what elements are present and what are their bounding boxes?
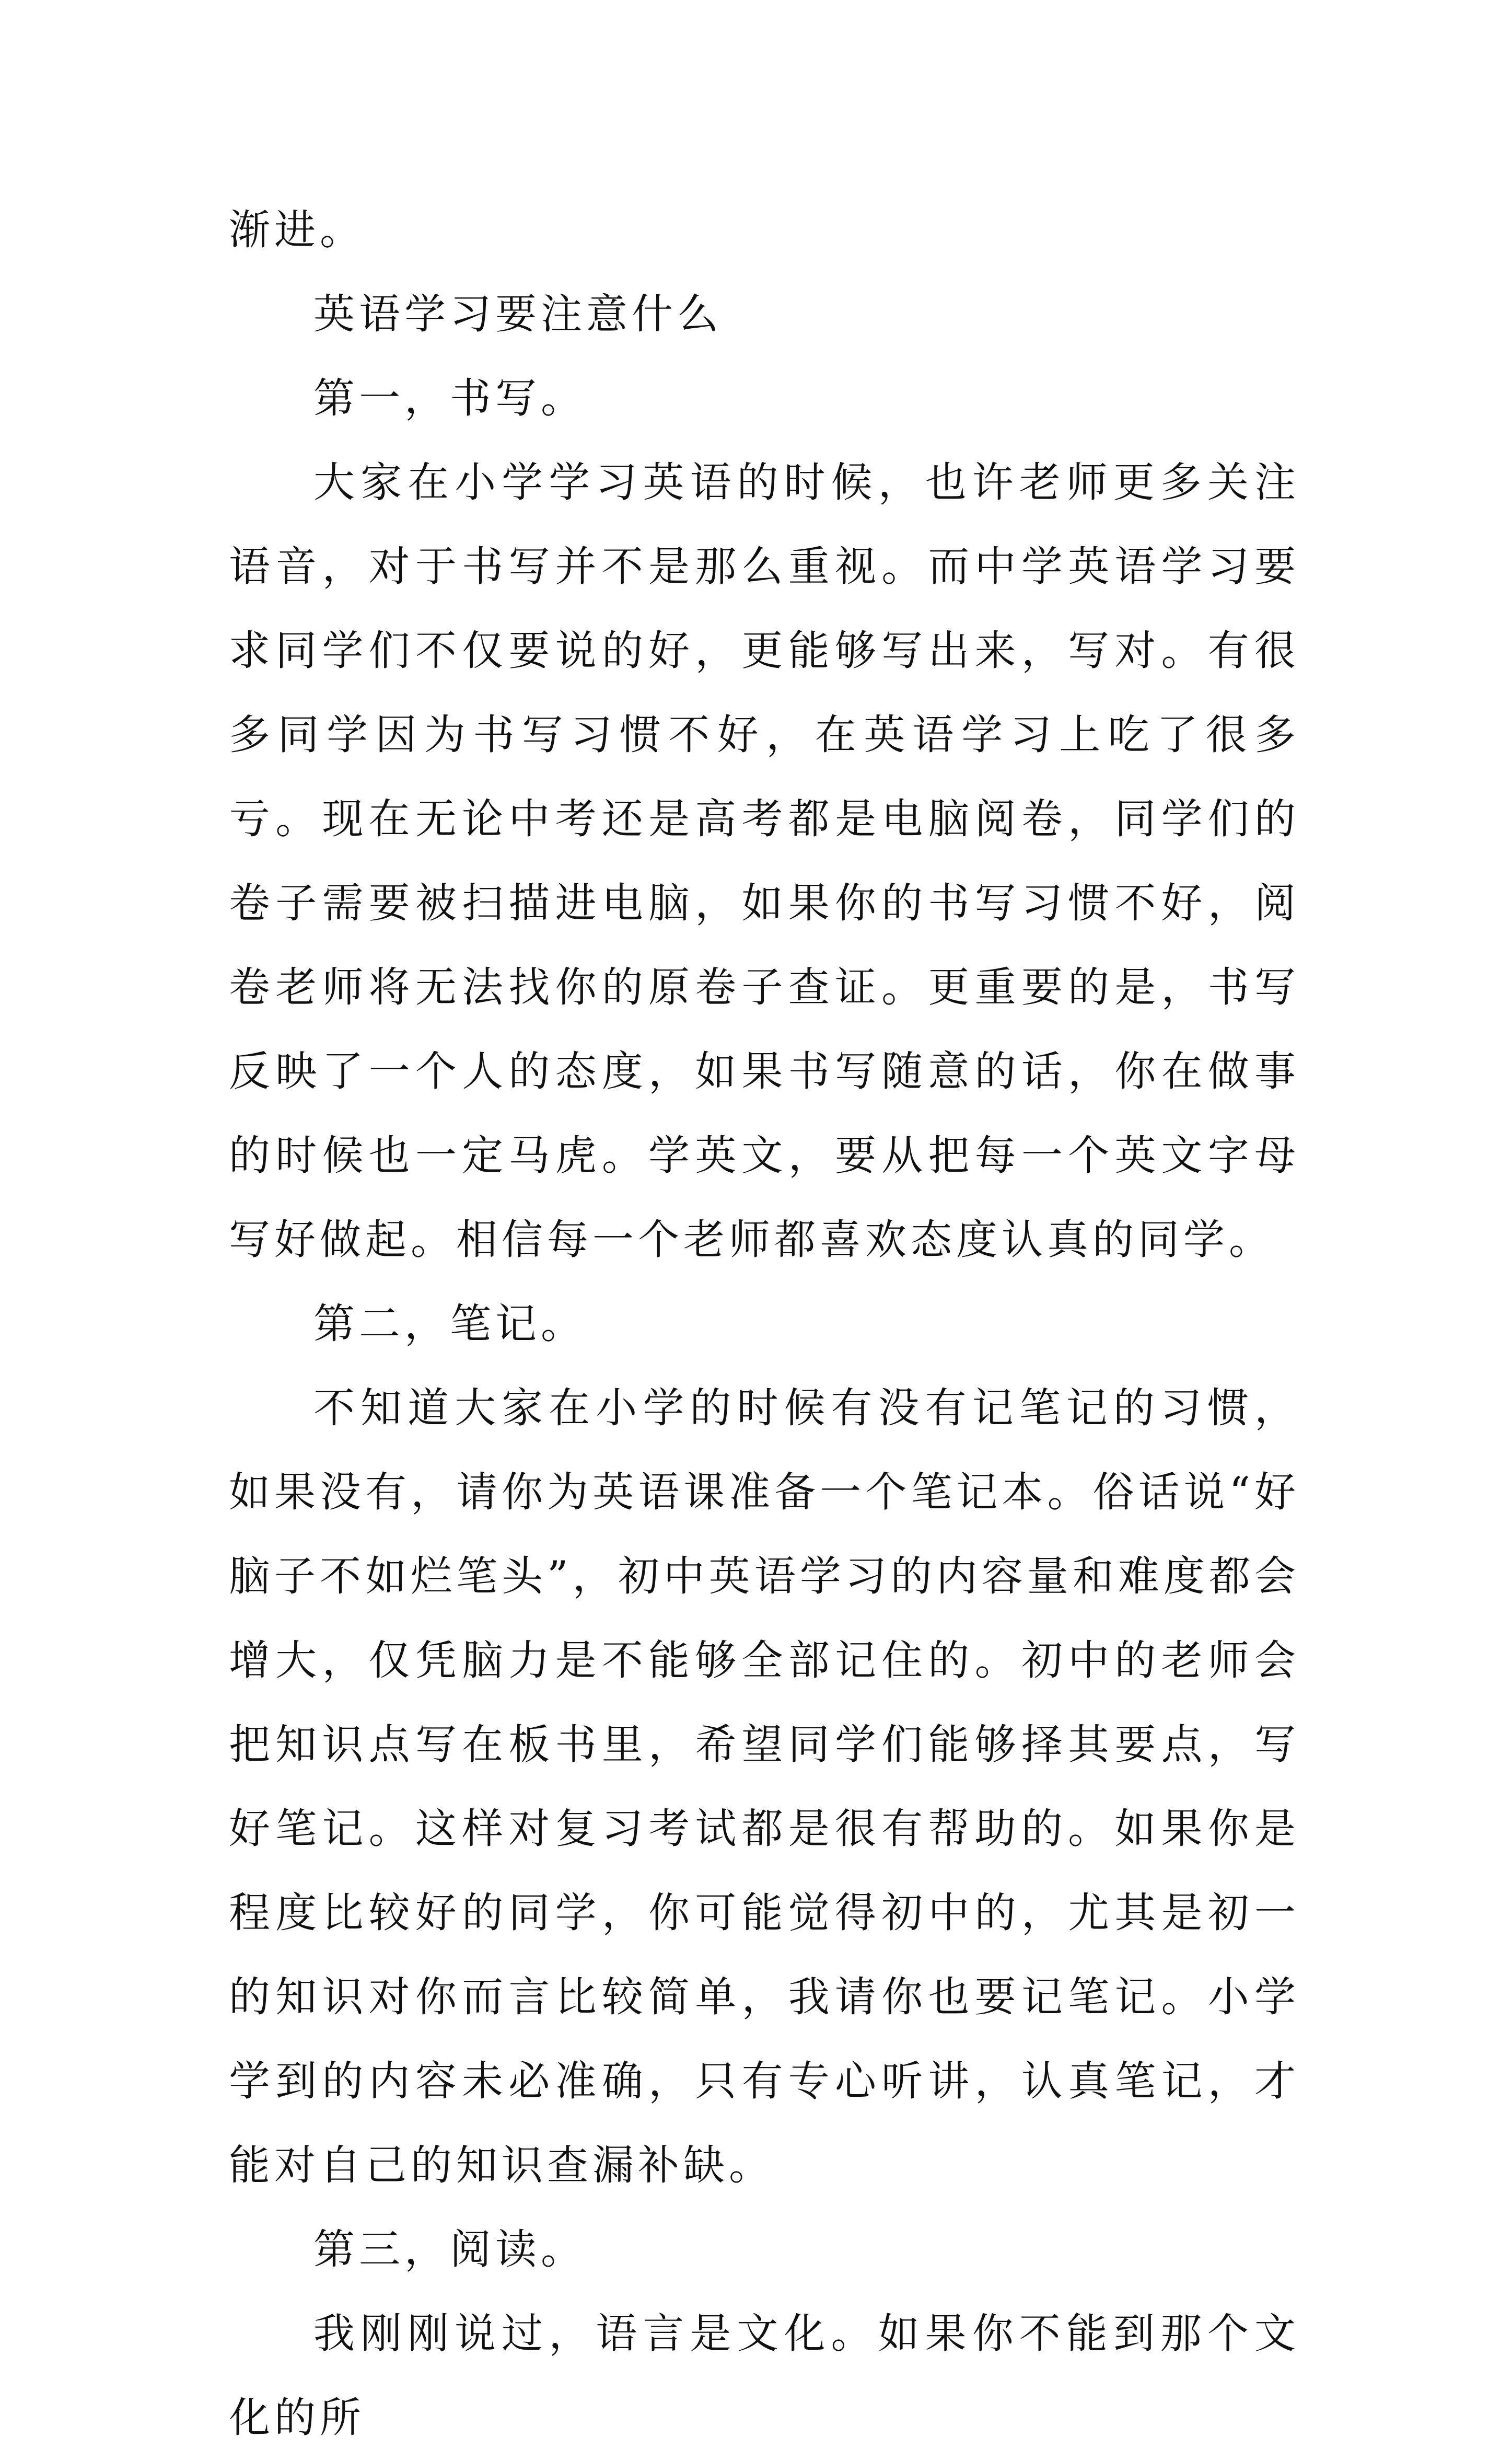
paragraph-reading: 我刚刚说过，语言是文化。如果你不能到那个文化的所 [229, 2309, 1300, 2442]
paragraph-writing: 大家在小学学习英语的时候，也许老师更多关注语音，对于书写并不是那么重视。而中学英语学习要求同学们不仅要说的好，更能够写出来，写对。有很多同学因为书写习惯不好，在英语学习上吃了很多亏。现在无论中考还是高考都是电脑阅卷，同学们的卷子需要被扫描进电脑，如果你的书写习惯不好，阅卷老师将无法找你的原卷子查证。更重要的是，书写反映了一个人的态度，如果书写随意的话，你在做事的时候也一定马虎。学英文，要从把每一个英文字母写好做起。相信每一个老师都喜欢态度认真的同学。 [229, 458, 1300, 1264]
subheading-writing: 第一，书写。 [313, 374, 586, 422]
paragraph-continuation: 渐进。 [229, 206, 365, 254]
section-heading-english-learning-notes: 英语学习要注意什么 [313, 290, 723, 338]
subheading-reading: 第三，阅读。 [313, 2225, 586, 2273]
subheading-notes: 第二，笔记。 [313, 1300, 586, 1348]
document-body [229, 188, 1300, 2460]
paragraph-notes: 不知道大家在小学的时候有没有记笔记的习惯，如果没有，请你为英语课准备一个笔记本。俗话说“好脑子不如烂笔头”，初中英语学习的内容量和难度都会增大，仅凭脑力是不能够全部记住的。初中的老师会把知识点写在板书里，希望同学们能够择其要点，写好笔记。这样对复习考试都是很有帮助的。如果你是程度比较好的同学，你可能觉得初中的，尤其是初一的知识对你而言比较简单，我请你也要记笔记。小学学到的内容未必准确，只有专心听讲，认真笔记，才能对自己的知识查漏补缺。 [229, 1384, 1300, 2189]
